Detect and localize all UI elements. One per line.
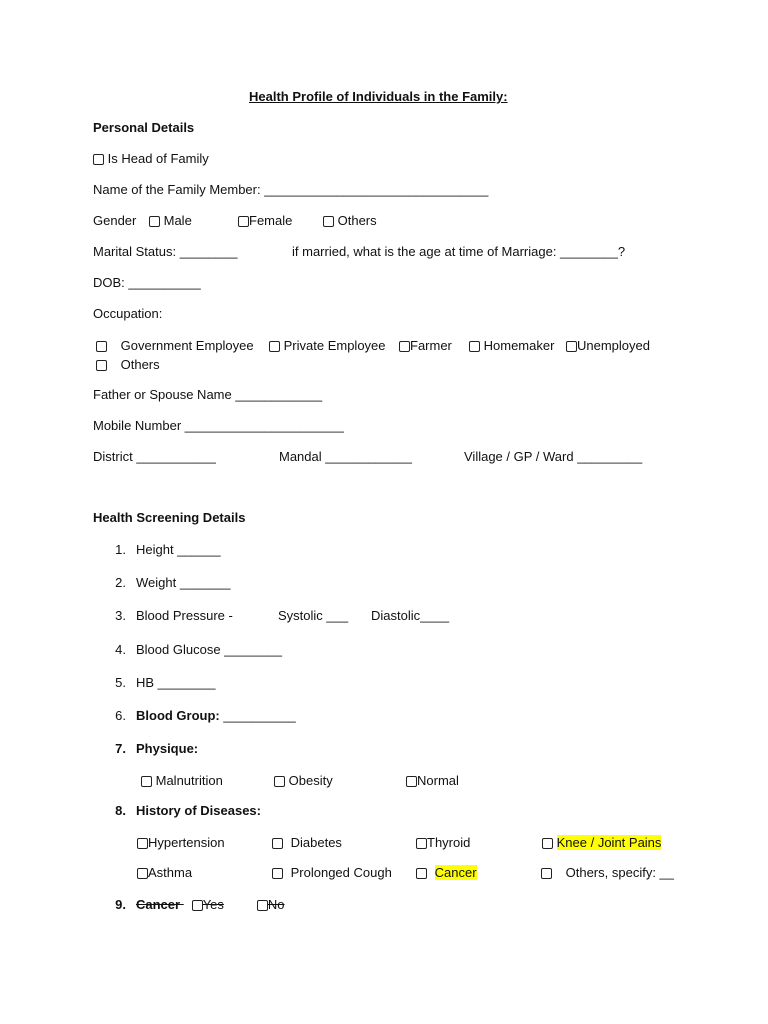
item-number: 9.	[115, 897, 126, 912]
occupation-unemployed-label: Unemployed	[577, 338, 650, 353]
mobile-number-field[interactable]: Mobile Number ______________________	[93, 418, 344, 433]
occupation-farmer-checkbox[interactable]	[399, 341, 410, 352]
occupation-private	[269, 338, 386, 354]
physique-obesity	[274, 773, 333, 789]
gender-male-label: Male	[163, 213, 192, 228]
systolic-field[interactable]: Systolic ___	[278, 608, 349, 623]
occupation-homemaker	[469, 338, 554, 354]
others-specify-field[interactable]: Others, specify: __	[565, 865, 675, 880]
blood-pressure-item	[104, 608, 233, 624]
occupation-others-label: Others	[120, 357, 160, 372]
physique-item	[104, 741, 198, 757]
obesity-checkbox[interactable]	[274, 776, 285, 787]
gender-option-others	[323, 213, 377, 229]
item-number: 3.	[115, 608, 126, 623]
occupation-label: Occupation:	[93, 306, 163, 321]
dob-field[interactable]: DOB: __________	[93, 275, 201, 290]
occupation-government-checkbox[interactable]	[96, 341, 107, 352]
history-of-diseases-label: History of Diseases:	[136, 803, 261, 818]
blood-group-field[interactable]: __________	[219, 708, 296, 723]
disease-prolonged-cough	[272, 865, 392, 881]
cancer-no-label: No	[267, 897, 285, 912]
physique-malnutrition	[141, 773, 223, 789]
item-number: 4.	[115, 642, 126, 657]
occupation-others	[96, 357, 160, 373]
cancer-label: Cancer	[434, 865, 477, 880]
diabetes-checkbox[interactable]	[272, 838, 283, 849]
thyroid-checkbox[interactable]	[416, 838, 427, 849]
prolonged-cough-label: Prolonged Cough	[290, 865, 392, 880]
occupation-government	[96, 338, 254, 354]
knee-joint-pains-label: Knee / Joint Pains	[556, 835, 662, 850]
gender-male-checkbox[interactable]	[149, 216, 160, 227]
occupation-homemaker-checkbox[interactable]	[469, 341, 480, 352]
gender-label: Gender	[93, 213, 137, 228]
prolonged-cough-checkbox[interactable]	[272, 868, 283, 879]
gender-others-label: Others	[337, 213, 377, 228]
malnutrition-checkbox[interactable]	[141, 776, 152, 787]
blood-group-item	[104, 708, 296, 724]
disease-knee-joint-pains	[542, 835, 661, 851]
item-number: 2.	[115, 575, 126, 590]
page-title: Health Profile of Individuals in the Family:	[249, 89, 508, 104]
personal-details-heading: Personal Details	[93, 120, 195, 135]
gender-female-label: Female	[249, 213, 293, 228]
disease-others-specify	[541, 865, 674, 881]
history-of-diseases-item	[104, 803, 261, 819]
head-of-family-checkbox[interactable]	[93, 154, 104, 165]
blood-glucose-field[interactable]: Blood Glucose ________	[136, 642, 283, 657]
occupation-others-checkbox[interactable]	[96, 360, 107, 371]
blood-group-label: Blood Group:	[136, 708, 220, 723]
item-number: 7.	[115, 741, 126, 756]
disease-hypertension	[137, 835, 225, 851]
cancer-yes-label: Yes	[202, 897, 224, 912]
asthma-checkbox[interactable]	[137, 868, 148, 879]
occupation-farmer-label: Farmer	[410, 338, 452, 353]
physique-label: Physique:	[136, 741, 199, 756]
head-of-family-label: Is Head of Family	[107, 151, 209, 166]
marital-status-field[interactable]: Marital Status: ________	[93, 244, 238, 259]
normal-checkbox[interactable]	[406, 776, 417, 787]
blood-glucose-item	[104, 642, 282, 658]
hypertension-checkbox[interactable]	[137, 838, 148, 849]
occupation-unemployed-checkbox[interactable]	[566, 341, 577, 352]
gender-others-checkbox[interactable]	[323, 216, 334, 227]
malnutrition-label: Malnutrition	[155, 773, 223, 788]
occupation-farmer	[399, 338, 452, 354]
disease-cancer	[416, 865, 477, 881]
gender-female-checkbox[interactable]	[238, 216, 249, 227]
cancer-no-checkbox[interactable]	[257, 900, 268, 911]
mandal-field[interactable]: Mandal ____________	[279, 449, 413, 464]
disease-asthma	[137, 865, 192, 881]
item-number: 8.	[115, 803, 126, 818]
father-spouse-name-field[interactable]: Father or Spouse Name ____________	[93, 387, 323, 402]
thyroid-label: Thyroid	[427, 835, 471, 850]
weight-field[interactable]: Weight _______	[136, 575, 231, 590]
cancer-item	[104, 897, 285, 913]
occupation-government-label: Government Employee	[120, 338, 254, 353]
family-member-name-field[interactable]: Name of the Family Member: _______________________________	[93, 182, 489, 197]
item-number: 1.	[115, 542, 126, 557]
height-field[interactable]: Height ______	[136, 542, 221, 557]
asthma-label: Asthma	[148, 865, 193, 880]
health-screening-heading: Health Screening Details	[93, 510, 246, 525]
blood-pressure-label: Blood Pressure -	[136, 608, 233, 623]
occupation-private-checkbox[interactable]	[269, 341, 280, 352]
hypertension-label: Hypertension	[148, 835, 225, 850]
occupation-homemaker-label: Homemaker	[483, 338, 555, 353]
head-of-family-row	[93, 151, 209, 167]
diabetes-label: Diabetes	[290, 835, 342, 850]
district-field[interactable]: District ___________	[93, 449, 216, 464]
physique-normal	[406, 773, 459, 789]
disease-diabetes	[272, 835, 342, 851]
hb-field[interactable]: HB ________	[136, 675, 216, 690]
marriage-age-field[interactable]: if married, what is the age at time of Marriage: ________?	[292, 244, 626, 259]
hb-item	[104, 675, 216, 691]
occupation-private-label: Private Employee	[283, 338, 386, 353]
gender-option-male	[149, 213, 192, 229]
cancer-checkbox[interactable]	[416, 868, 427, 879]
item-number: 5.	[115, 675, 126, 690]
cancer-item-label: Cancer	[136, 897, 181, 912]
weight-item	[104, 575, 230, 591]
occupation-unemployed	[566, 338, 650, 354]
item-number: 6.	[115, 708, 126, 723]
normal-label: Normal	[417, 773, 459, 788]
knee-joint-pains-checkbox[interactable]	[542, 838, 553, 849]
gender-option-female	[238, 213, 292, 229]
diastolic-field[interactable]: Diastolic____	[371, 608, 450, 623]
height-item	[104, 542, 221, 558]
others-specify-checkbox[interactable]	[541, 868, 552, 879]
obesity-label: Obesity	[288, 773, 333, 788]
village-field[interactable]: Village / GP / Ward _________	[464, 449, 643, 464]
disease-thyroid	[416, 835, 470, 851]
cancer-yes-checkbox[interactable]	[192, 900, 203, 911]
